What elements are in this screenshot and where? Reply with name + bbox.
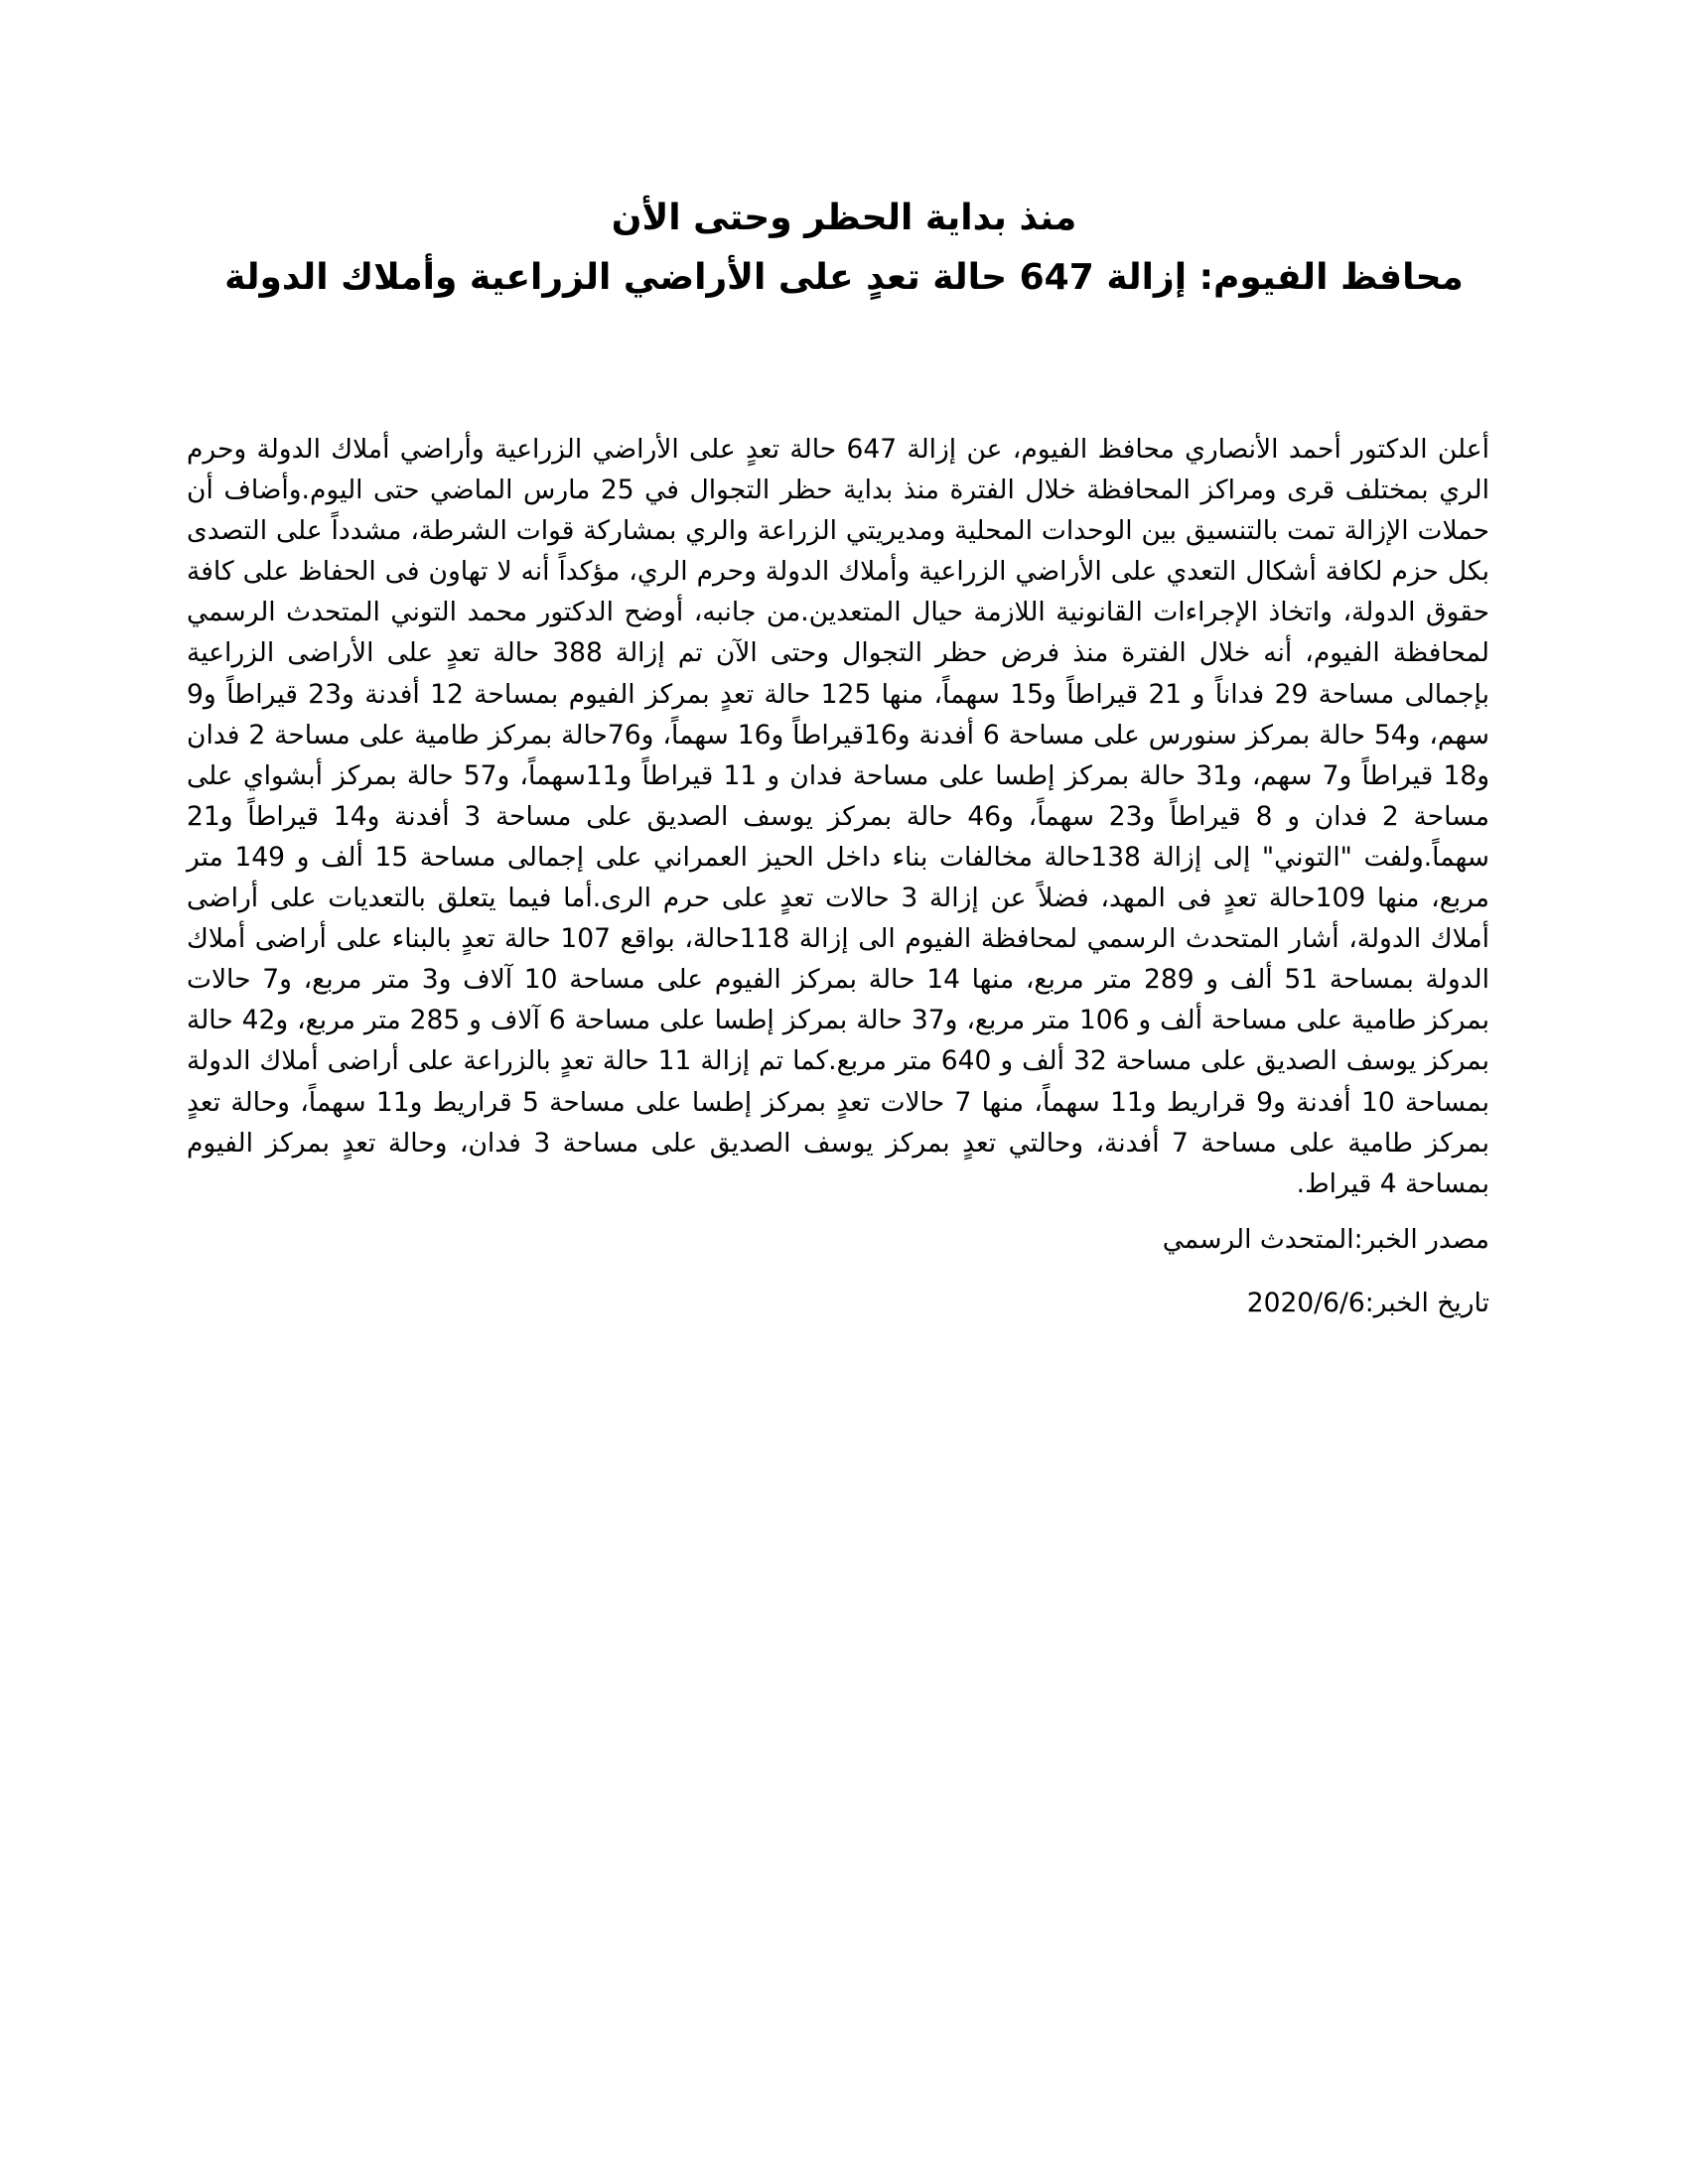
headline-block — [149, 189, 1539, 308]
headline-title: محافظ الفيوم: إزالة 647 حالة تعدٍ على الأراضي الزراعية وأملاك الدولة — [224, 257, 1464, 298]
article-body — [187, 429, 1489, 1323]
news-source: مصدر الخبر:المتحدث الرسمي — [1162, 1223, 1489, 1255]
news-date: تاريخ الخبر:2020/6/6 — [1246, 1287, 1489, 1318]
headline-kicker: منذ بداية الحظر وحتى الأن — [611, 198, 1077, 238]
article-paragraph: أعلن الدكتور أحمد الأنصاري محافظ الفيوم، عن إزالة 647 حالة تعدٍ على الأراضي الزراعية وأراضي أملاك الدولة وحرم الري بمختلف قرى ومراكز المحافظة خلال الفترة منذ بداية حظر التجوال في 25 مارس الماضي حتى اليوم.وأضاف أن حملات الإزالة تمت بالتنسيق بين الوحدات المحلية ومديريتي الزراعة والري بمشاركة قوات الشرطة، مشدداً على التصدى بكل حزم لكافة أشكال التعدي على الأراضي الزراعية وأملاك الدولة وحرم الري، مؤكداً أنه لا تهاون فى الحفاظ على كافة حقوق الدولة، واتخاذ الإجراءات القانونية اللازمة حيال المتعدين.من جانبه، أوضح الدكتور محمد التوني المتحدث الرسمي لمحافظة الفيوم، أنه خلال الفترة منذ فرض حظر التجوال وحتى الآن تم إزالة 388 حالة تعدٍ على الأراضى الزراعية بإجمالى مساحة 29 فداناً و 21 قيراطاً و15 سهماً، منها 125 حالة تعدٍ بمركز الفيوم بمساحة 12 أفدنة و23 قيراطاً و9 سهم، و54 حالة بمركز سنورس على مساحة 6 أفدنة و16قيراطاً و16 سهماً، و76حالة بمركز طامية على مساحة 2 فدان و18 قيراطاً و7 سهم، و31 حالة بمركز إطسا على مساحة فدان و 11 قيراطاً و11سهماً، و57 حالة بمركز أبشواي على مساحة 2 فدان و 8 قيراطاً و23 سهماً، و46 حالة بمركز يوسف الصديق على مساحة 3 أفدنة و14 قيراطاً و21 سهماً.ولفت "التوني" إلى إزالة 138حالة مخالفات بناء داخل الحيز العمراني على إجمالى مساحة 15 ألف و 149 متر مربع، منها 109حالة تعدٍ فى المهد، فضلاً عن إزالة 3 حالات تعدٍ على حرم الرى.أما فيما يتعلق بالتعديات على أراضى أملاك الدولة، أشار المتحدث الرسمي لمحافظة الفيوم الى إزالة 118حالة، بواقع 107 حالة تعدٍ بالبناء على أراضى أملاك الدولة بمساحة 51 ألف و 289 متر مربع، منها 14 حالة بمركز الفيوم على مساحة 10 آلاف و3 متر مربع، و7 حالات بمركز طامية على مساحة ألف و 106 متر مربع، و37 حالة بمركز إطسا على مساحة 6 آلاف و 285 متر مربع، و42 حالة بمركز يوسف الصديق على مساحة 32 ألف و 640 متر مربع.كما تم إزالة 11 حالة تعدٍ بالزراعة على أراضى أملاك الدولة بمساحة 10 أفدنة و9 قراريط و11 سهماً، منها 7 حالات تعدٍ بمركز إطسا على مساحة 5 قراريط و11 سهماً، وحالة تعدٍ بمركز طامية على مساحة 7 أفدنة، وحالتي تعدٍ بمركز يوسف الصديق على مساحة 3 فدان، وحالة تعدٍ بمركز الفيوم بمساحة 4 قيراط. — [187, 434, 1490, 1199]
